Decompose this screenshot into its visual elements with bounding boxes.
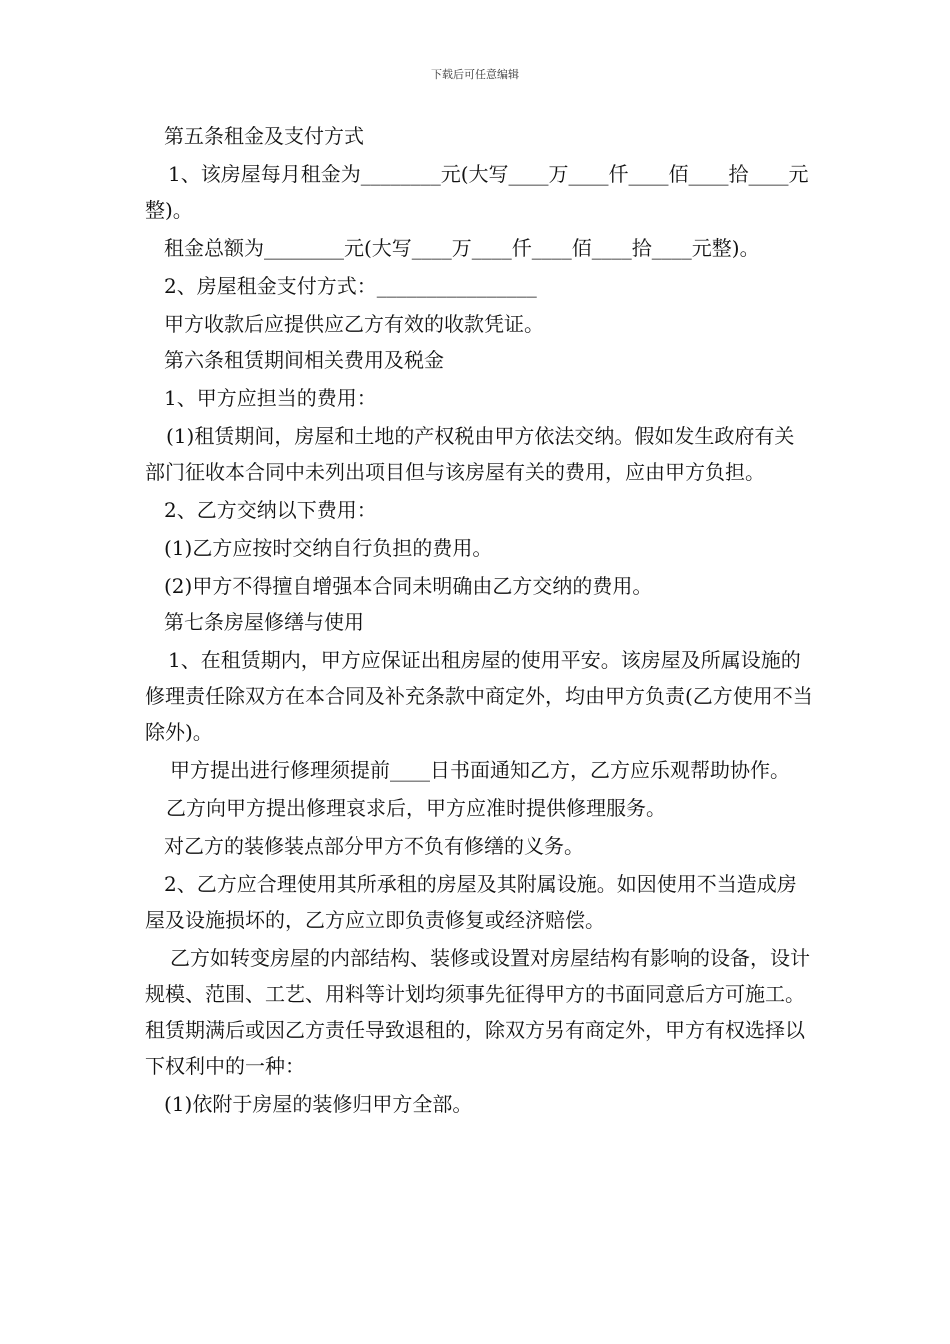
article-7-title: 第七条房屋修缮与使用 [164, 610, 364, 634]
article-6-title: 第六条租赁期间相关费用及税金 [164, 348, 444, 372]
paragraph-repair-notice: 甲方提出进行修理须提前____日书面通知乙方，乙方应乐观帮助协作。 [170, 758, 790, 782]
paragraph-party-b-fees: 2、乙方交纳以下费用： [164, 498, 377, 522]
paragraph-total-rent: 租金总额为________元(大写____万____仟____佰____拾____元整)。 [164, 236, 760, 260]
article-5-title: 第五条租金及支付方式 [164, 124, 364, 148]
paragraph-proper-use: 2、乙方应合理使用其所承租的房屋及其附属设施。如因使用不当造成房屋及设施损坏的，乙方应立即负责修复或经济赔偿。 [145, 872, 797, 932]
paragraph-repair-request: 乙方向甲方提出修理哀求后，甲方应准时提供修理服务。 [166, 796, 666, 820]
paragraph-property-tax: (1)租赁期间，房屋和土地的产权税由甲方依法交纳。假如发生政府有关部门征收本合同中未列出项目但与该房屋有关的费用，应由甲方负担。 [145, 424, 795, 484]
document-body [145, 118, 813, 1122]
paragraph-monthly-rent: 1、该房屋每月租金为________元(大写____万____仟____佰____拾____元整)。 [145, 162, 809, 222]
paragraph-b-pay-on-time: (1)乙方应按时交纳自行负担的费用。 [164, 536, 493, 560]
paragraph-payment-method: 2、房屋租金支付方式：________________ [164, 274, 537, 298]
paragraph-no-extra-fees: (2)甲方不得擅自增强本合同未明确由乙方交纳的费用。 [164, 574, 653, 598]
paragraph-decoration: 对乙方的装修装点部分甲方不负有修缮的义务。 [164, 834, 584, 858]
paragraph-repair-responsibility: 1、在租赁期内，甲方应保证出租房屋的使用平安。该房屋及所属设施的修理责任除双方在本合同及补充条款中商定外，均由甲方负责(乙方使用不当除外)。 [145, 648, 813, 744]
paragraph-structure-change: 乙方如转变房屋的内部结构、装修或设置对房屋结构有影响的设备，设计规模、范围、工艺、用料等计划均须事先征得甲方的书面同意后方可施工。租赁期满后或因乙方责任导致退租的，除双方另有商定外，甲方有权选择以下权利中的一种： [145, 946, 810, 1078]
paragraph-receipt: 甲方收款后应提供应乙方有效的收款凭证。 [164, 312, 544, 336]
page-header: 下载后可任意编辑 [431, 68, 519, 81]
paragraph-decoration-ownership: (1)依附于房屋的装修归甲方全部。 [164, 1092, 473, 1116]
paragraph-party-a-fees: 1、甲方应担当的费用： [164, 386, 377, 410]
